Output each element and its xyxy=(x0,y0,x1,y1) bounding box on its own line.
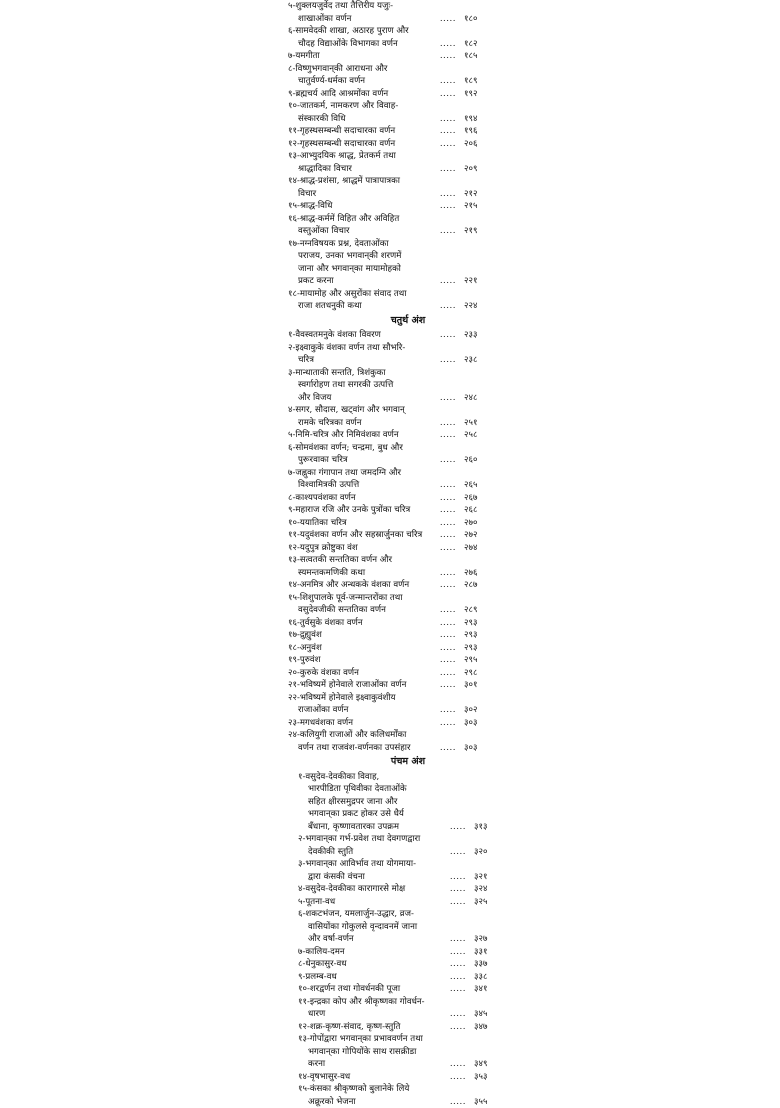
entry-title-line: २२-भविष्यमें होनेवाले इक्ष्वाकुवंशीय xyxy=(288,692,396,703)
page-number: ३०१ xyxy=(464,680,478,690)
entry-title-line: १०-शरद्वर्णन तथा गोवर्धनकी पूजा xyxy=(298,984,401,994)
page-number: २७२ xyxy=(464,530,478,540)
entry-title-line: भगवान्‌का प्रकट होकर उसे धैर्य xyxy=(308,809,404,819)
leader-dots: ..... xyxy=(439,505,456,515)
entry-title-line: १३-आभ्युदयिक श्राद्ध, प्रेतकर्म तथा xyxy=(288,151,396,161)
page-number: २९५ xyxy=(464,655,478,665)
entry-title-line: ११-गृहस्थसम्बन्धी सदाचारका वर्णन xyxy=(288,126,396,136)
entry-title-line: स्यमन्तकमणिकी कथा xyxy=(298,567,366,578)
leader-dots: ..... xyxy=(439,617,456,628)
section-heading: चतुर्थ अंश xyxy=(390,314,426,326)
page-number: २५८ xyxy=(464,430,478,440)
entry-title-line: और विजय xyxy=(298,392,332,403)
toc-entry xyxy=(288,579,498,592)
toc-entry xyxy=(288,88,498,101)
toc-entry xyxy=(288,883,498,896)
entry-title-line: ८-काश्यपवंशका वर्णन xyxy=(288,492,356,503)
entry-title-line: २-इक्ष्वाकुके वंशका वर्णन तथा सौभरि- xyxy=(288,342,406,353)
toc-entry xyxy=(288,517,498,530)
entry-title-line: ७-कालिय-दमन xyxy=(298,946,345,957)
toc-entry xyxy=(288,342,498,367)
entry-title-line: १८-मायामोह और असुरोंका संवाद तथा xyxy=(288,288,407,299)
leader-dots: ..... xyxy=(439,480,456,490)
entry-title-line: १२-यदुपुत्र क्रोष्टुका वंश xyxy=(288,542,358,553)
entry-title-line: भगवान्‌का गोपियोंके साथ रासक्रीडा xyxy=(308,1046,417,1057)
leader-dots: ..... xyxy=(439,126,456,136)
leader-dots: ..... xyxy=(439,188,456,199)
entry-title-line: ३-मान्धाताकी सन्तति, त्रिशंकुका xyxy=(288,367,386,378)
toc-section xyxy=(288,756,498,1108)
leader-dots: ..... xyxy=(439,430,456,440)
leader-dots: ..... xyxy=(439,330,456,340)
page-number: १८५ xyxy=(464,51,478,61)
leader-dots: ..... xyxy=(439,742,456,753)
page-number: २६७ xyxy=(464,492,478,503)
toc-entry xyxy=(288,833,498,858)
entry-title-line: चरित्र xyxy=(298,355,314,365)
entry-title-line: ६-सामवेदकी शाखा, अठारह पुराण और xyxy=(288,26,409,36)
leader-dots: ..... xyxy=(439,542,456,553)
entry-title-line: २०-कुरुके वंशका वर्णन xyxy=(288,667,359,678)
page-number: ३२७ xyxy=(474,934,488,944)
toc-entry xyxy=(288,213,498,238)
toc-entry xyxy=(288,50,498,63)
entry-title-line: सहित क्षीरसमुद्रपर जाना और xyxy=(308,796,398,807)
page-number: ३५५ xyxy=(474,1096,488,1107)
leader-dots: ..... xyxy=(449,971,466,982)
leader-dots: ..... xyxy=(439,417,456,428)
leader-dots: ..... xyxy=(439,88,456,99)
toc-entry xyxy=(288,492,498,505)
entry-title-line: संस्कारकी विधि xyxy=(298,113,346,124)
leader-dots: ..... xyxy=(439,51,456,61)
entry-title-line: १०-ययातिका चरित्र xyxy=(288,517,347,528)
toc-entry xyxy=(288,642,498,655)
page-number: ३४५ xyxy=(474,1009,488,1019)
entry-title-line: १६-श्राद्ध-कर्ममें विहित और अविहित xyxy=(288,213,400,224)
page-number: २६५ xyxy=(464,480,478,490)
page-number: ३२५ xyxy=(474,896,488,907)
page-number: २७६ xyxy=(464,567,478,578)
toc-entry xyxy=(288,125,498,138)
section-heading: पंचम अंश xyxy=(390,756,426,767)
toc-entry xyxy=(288,25,498,50)
leader-dots: ..... xyxy=(439,226,456,236)
toc-entry xyxy=(288,404,498,429)
toc-entry xyxy=(288,529,498,542)
page-number: १९२ xyxy=(464,88,478,99)
entry-title-line: ११-इन्द्रका कोप और श्रीकृष्णका गोवर्धन- xyxy=(298,996,425,1007)
toc-entry xyxy=(288,200,498,213)
entry-title-line: १३-गोपोंद्वारा भगवान्‌का प्रभाववर्णन तथा xyxy=(298,1034,423,1044)
page-number: २५१ xyxy=(464,417,478,428)
toc-entry xyxy=(288,692,498,717)
entry-title-line: १७-नग्नविषयक प्रश्न, देवताओंका xyxy=(288,238,389,249)
page-number: २७४ xyxy=(464,542,478,553)
page-number: १९६ xyxy=(464,126,478,136)
toc-entry xyxy=(288,504,498,517)
page-number: २१२ xyxy=(464,188,478,199)
leader-dots: ..... xyxy=(449,1021,466,1032)
leader-dots: ..... xyxy=(439,492,456,503)
entry-title-line: ९-महाराज रजि और उनके पुत्रोंका चरित्र xyxy=(288,505,411,515)
leader-dots: ..... xyxy=(439,717,456,728)
entry-title-line: पराजय, उनका भगवान्‌की शरणमें xyxy=(298,251,402,261)
leader-dots: ..... xyxy=(449,871,466,882)
page-number: २९३ xyxy=(464,617,478,628)
toc-entry xyxy=(288,329,498,342)
toc-entry xyxy=(288,858,498,883)
leader-dots: ..... xyxy=(439,605,456,615)
leader-dots: ..... xyxy=(449,1009,466,1019)
entry-title-line: १४-श्राद्ध-प्रशंसा, श्राद्धमें पात्रापात्रका xyxy=(288,176,400,186)
page-number: ३०२ xyxy=(464,705,478,715)
toc-entry xyxy=(288,467,498,492)
page-number: ३५३ xyxy=(474,1071,488,1082)
entry-title-line: अक्रूरको भेजना xyxy=(308,1096,356,1107)
entry-title-line: ५-निमि-चरित्र और निमिवंशका वर्णन xyxy=(288,430,399,440)
entry-title-line: १६-तुर्वसुके वंशका वर्णन xyxy=(288,617,363,628)
page-number: २६८ xyxy=(464,505,478,515)
toc-entry xyxy=(288,1033,498,1071)
entry-title-line: १५-श्राद्ध-विधि xyxy=(288,201,333,211)
toc-entry xyxy=(288,1083,498,1108)
toc-entry xyxy=(288,908,498,946)
toc-entry xyxy=(288,175,498,200)
page-number: १९४ xyxy=(464,113,478,124)
toc-entry xyxy=(288,592,498,617)
leader-dots: ..... xyxy=(449,946,466,957)
entry-title-line: १-वसुदेव-देवकीका विवाह, xyxy=(298,771,380,782)
leader-dots: ..... xyxy=(449,984,466,994)
entry-title-line: पुरूरवाका चरित्र xyxy=(298,455,348,465)
entry-title-line: ८-विष्णुभगवान्‌की आराधना और xyxy=(288,63,388,74)
page-number: २१९ xyxy=(464,226,478,236)
page-number: २३८ xyxy=(464,355,478,365)
entry-title-line: विश्वामित्रकी उत्पत्ति xyxy=(298,480,360,490)
entry-title-line: ३-भगवान्‌का आविर्भाव तथा योगमाया- xyxy=(298,859,417,869)
leader-dots: ..... xyxy=(449,821,466,832)
entry-title-line: स्वर्गारोहण तथा सगरकी उत्पत्ति xyxy=(298,380,394,390)
page-number: २३३ xyxy=(464,330,478,340)
page-number: ३३१ xyxy=(474,946,488,957)
entry-title-line: ४-सगर, सौदास, खट्वांग और भगवान् xyxy=(288,405,405,415)
page-number: ३०३ xyxy=(464,742,478,753)
entry-title-line: चौदह विद्याओंके विभागका वर्णन xyxy=(298,38,398,49)
entry-title-line: ६-शकटभंजन, यमलार्जुन-उद्धार, व्रज- xyxy=(298,909,414,919)
page-number: २४८ xyxy=(464,392,478,403)
page-number: ३३८ xyxy=(474,971,488,982)
leader-dots: ..... xyxy=(439,13,456,24)
toc-entry xyxy=(288,138,498,151)
entry-title-line: १२-शक्र-कृष्ण-संवाद, कृष्ण-स्तुति xyxy=(298,1021,401,1032)
entry-title-line: ५-पूतना-वध xyxy=(298,896,336,907)
entry-title-line: ९-ब्रह्मचर्य आदि आश्रमोंका वर्णन xyxy=(288,88,389,99)
leader-dots: ..... xyxy=(439,530,456,540)
leader-dots: ..... xyxy=(439,642,456,653)
page-number: २२१ xyxy=(464,276,478,286)
entry-title-line: और वर्षा-वर्णन xyxy=(308,934,354,944)
leader-dots: ..... xyxy=(439,705,456,715)
entry-title-line: विचार xyxy=(298,188,317,199)
entry-title-line: श्राद्धादिका विचार xyxy=(298,163,352,174)
entry-title-line: ८-धेनुकासुर-वध xyxy=(298,959,347,969)
toc-entry xyxy=(288,367,498,405)
toc-entry xyxy=(288,717,498,730)
toc-section xyxy=(288,0,498,313)
leader-dots: ..... xyxy=(439,138,456,149)
leader-dots: ..... xyxy=(439,680,456,690)
entry-title-line: देवकीकी स्तुति xyxy=(308,846,354,857)
leader-dots: ..... xyxy=(439,455,456,465)
leader-dots: ..... xyxy=(439,517,456,528)
toc-entry xyxy=(288,617,498,630)
entry-title-line: भारपीडिता पृथिवीका देवताओंके xyxy=(308,784,407,794)
leader-dots: ..... xyxy=(449,1071,466,1082)
entry-title-line: वर्णन तथा राजवंश-वर्णनका उपसंहार xyxy=(298,742,411,753)
toc-entry xyxy=(288,442,498,467)
toc-entry xyxy=(288,100,498,125)
entry-title-line: धारण xyxy=(308,1009,326,1019)
leader-dots: ..... xyxy=(439,655,456,665)
entry-title-line: राजाओंका वर्णन xyxy=(298,705,349,715)
leader-dots: ..... xyxy=(439,201,456,211)
page-number: ३०३ xyxy=(464,717,478,728)
toc-entry xyxy=(288,654,498,667)
leader-dots: ..... xyxy=(449,934,466,944)
entry-title-line: १९-पुरुवंश xyxy=(288,655,321,665)
page-number: १८९ xyxy=(464,76,478,86)
entry-title-line: ७-यमगीता xyxy=(288,51,320,61)
leader-dots: ..... xyxy=(449,846,466,857)
leader-dots: ..... xyxy=(449,1096,466,1107)
entry-title-line: राजा शतधनुकी कथा xyxy=(298,301,362,311)
entry-title-line: रामके चरित्रका वर्णन xyxy=(298,417,362,428)
entry-title-line: वासियोंका गोकुलसे वृन्दावनमें जाना xyxy=(308,921,418,932)
entry-title-line: ५-शुक्लयजुर्वेद तथा तैत्तिरीय यजुः- xyxy=(288,1,394,11)
toc-entry xyxy=(288,542,498,555)
toc-entry xyxy=(288,729,498,754)
toc-entry xyxy=(288,629,498,642)
toc-entry xyxy=(288,983,498,996)
entry-title-line: २३-मगधवंशका वर्णन xyxy=(288,717,354,728)
entry-title-line: बँधाना, कृष्णावतारका उपक्रम xyxy=(308,821,399,832)
entry-title-line: ९-प्रलम्ब-वध xyxy=(298,971,337,982)
page-number: ३४७ xyxy=(474,1021,488,1032)
toc-entry xyxy=(288,150,498,175)
toc-entry xyxy=(288,288,498,313)
entry-title-line: १७-द्रुह्युवंश xyxy=(288,630,322,640)
toc-entry xyxy=(288,667,498,680)
page-number: ३२१ xyxy=(474,871,488,882)
entry-title-line: १५-कंसका श्रीकृष्णको बुलानेके लिये xyxy=(298,1084,410,1094)
leader-dots: ..... xyxy=(439,355,456,365)
entry-title-line: २-भगवान्‌का गर्भ-प्रवेश तथा देवगणद्वारा xyxy=(298,834,421,844)
leader-dots: ..... xyxy=(439,301,456,311)
entry-title-line: वसुदेवजीकी सन्ततिका वर्णन xyxy=(298,605,386,615)
leader-dots: ..... xyxy=(439,567,456,578)
page-number: २८९ xyxy=(464,605,478,615)
page-number: २०९ xyxy=(464,163,478,174)
toc-entry xyxy=(288,996,498,1021)
toc-entry xyxy=(288,1071,498,1084)
entry-title-line: १८-अनुवंश xyxy=(288,642,322,653)
page-number: ३२४ xyxy=(474,884,488,894)
table-of-contents xyxy=(288,0,498,1108)
entry-title-line: प्रकट करना xyxy=(298,276,334,286)
toc-entry xyxy=(288,958,498,971)
page-number: २१५ xyxy=(464,201,478,211)
toc-entry xyxy=(288,946,498,959)
toc-entry xyxy=(288,0,498,25)
page-number: २७० xyxy=(464,517,478,528)
page-number: २९३ xyxy=(464,642,478,653)
page-number: ३४९ xyxy=(474,1059,488,1069)
leader-dots: ..... xyxy=(439,38,456,49)
leader-dots: ..... xyxy=(449,959,466,969)
page-number: ३३७ xyxy=(474,959,488,969)
entry-title-line: १०-जातकर्म, नामकरण और विवाह- xyxy=(288,101,399,111)
entry-title-line: ११-यदुवंशका वर्णन और सहस्रार्जुनका चरित्र xyxy=(288,530,423,540)
page-number: ३२० xyxy=(474,846,488,857)
entry-title-line: २१-भविष्यमें होनेवाले राजाओंका वर्णन xyxy=(288,680,407,690)
toc-entry xyxy=(288,429,498,442)
entry-title-line: १४-अनमित्र और अन्धकके वंशका वर्णन xyxy=(288,580,410,590)
leader-dots: ..... xyxy=(439,276,456,286)
leader-dots: ..... xyxy=(449,1059,466,1069)
entry-title-line: जाना और भगवान्‌का मायामोहको xyxy=(298,263,401,274)
leader-dots: ..... xyxy=(439,392,456,403)
entry-title-line: १-वैवस्वतमनुके वंशका विवरण xyxy=(288,330,381,340)
toc-entry xyxy=(288,896,498,909)
leader-dots: ..... xyxy=(439,163,456,174)
page-number: १८० xyxy=(464,13,478,24)
page-number: १८२ xyxy=(464,38,478,49)
entry-title-line: ७-जह्नुका गंगापान तथा जमदग्नि और xyxy=(288,467,402,478)
toc-entry xyxy=(288,1021,498,1034)
page-number: २९८ xyxy=(464,667,478,678)
toc-entry xyxy=(288,771,498,834)
page-number: २२४ xyxy=(464,301,478,311)
page-number: २८७ xyxy=(464,580,478,590)
leader-dots: ..... xyxy=(439,667,456,678)
page-number: ३४१ xyxy=(474,984,488,994)
entry-title-line: करना xyxy=(308,1059,326,1069)
entry-title-line: २४-कलियुगी राजाओं और कलिधर्मोंका xyxy=(288,730,407,740)
entry-title-line: ६-सोमवंशका वर्णन; चन्द्रमा, बुध और xyxy=(288,442,403,453)
leader-dots: ..... xyxy=(449,884,466,894)
toc-entry xyxy=(288,238,498,288)
page-number: ३१३ xyxy=(474,821,488,832)
entry-title-line: वस्तुओंका विचार xyxy=(298,226,350,236)
leader-dots: ..... xyxy=(439,76,456,86)
page-number: २९३ xyxy=(464,630,478,640)
entry-title-line: १२-गृहस्थसम्बन्धी सदाचारका वर्णन xyxy=(288,138,396,149)
page-number: २०६ xyxy=(464,138,478,149)
page-number: २६० xyxy=(464,455,478,465)
entry-title-line: चातुर्वर्ण्य-धर्मका वर्णन xyxy=(298,76,366,86)
entry-title-line: शाखाओंका वर्णन xyxy=(298,13,352,24)
entry-title-line: १४-वृषभासुर-वध xyxy=(298,1071,351,1082)
toc-entry xyxy=(288,679,498,692)
entry-title-line: १३-सत्वतकी सन्ततिका वर्णन और xyxy=(288,555,392,565)
leader-dots: ..... xyxy=(449,896,466,907)
entry-title-line: द्वारा कंसकी वंचना xyxy=(308,871,365,882)
toc-section xyxy=(288,315,498,755)
toc-entry xyxy=(288,971,498,984)
toc-entry xyxy=(288,63,498,88)
entry-title-line: ४-वसुदेव-देवकीका कारागारसे मोक्ष xyxy=(298,884,406,894)
toc-entry xyxy=(288,554,498,579)
leader-dots: ..... xyxy=(439,630,456,640)
leader-dots: ..... xyxy=(439,113,456,124)
entry-title-line: १५-शिशुपालके पूर्व-जन्मान्तरोंका तथा xyxy=(288,592,403,603)
leader-dots: ..... xyxy=(439,580,456,590)
